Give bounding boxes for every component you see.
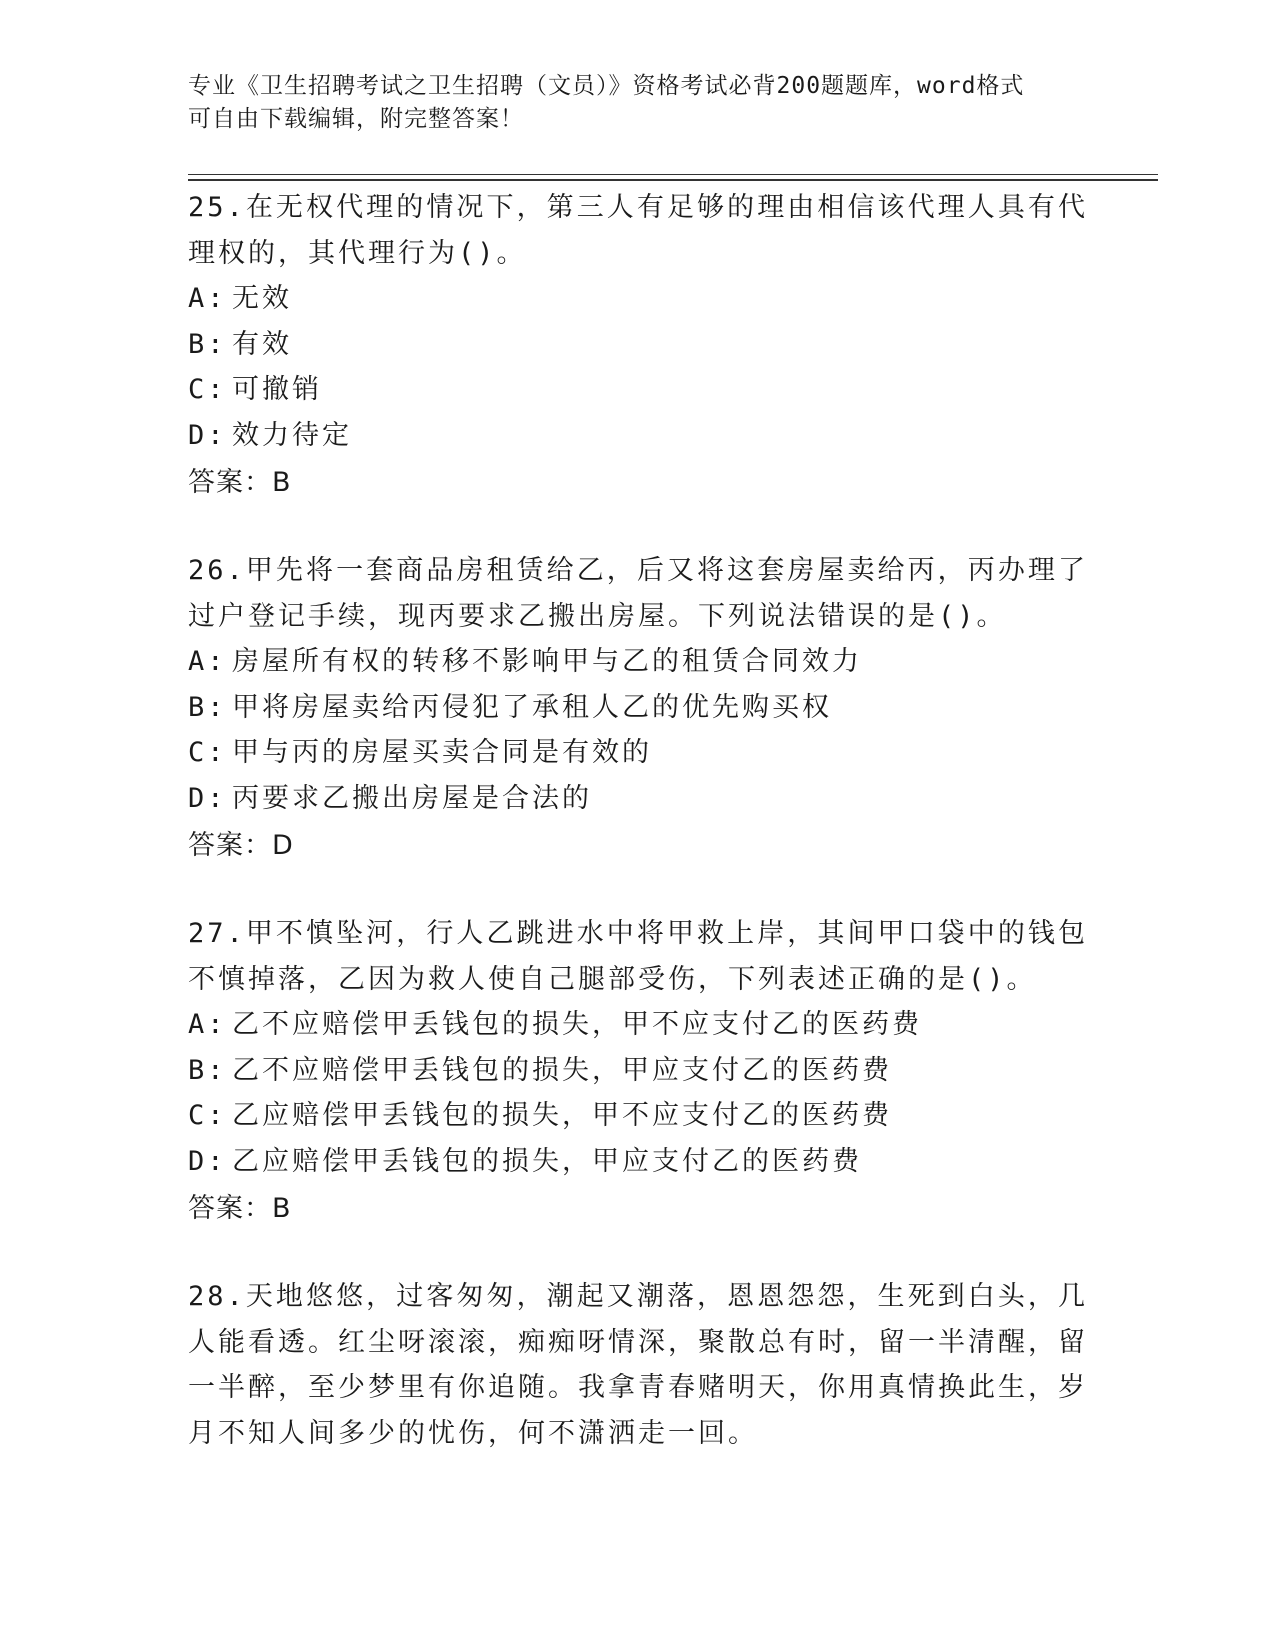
option-b: [188, 322, 1088, 368]
answer-value: B: [272, 1193, 292, 1224]
option-text: 房屋所有权的转移不影响甲与乙的租赁合同效力: [232, 646, 862, 677]
option-d: [188, 413, 1088, 459]
option-text: 无效: [232, 283, 292, 314]
option-letter: C:: [188, 737, 227, 768]
header-line-1: 专业《卫生招聘考试之卫生招聘（文员）》资格考试必背200题题库，word格式: [188, 73, 1025, 99]
answer-label: 答案：: [188, 830, 272, 861]
option-letter: D:: [188, 1145, 227, 1177]
option-b: [188, 1048, 1088, 1094]
header-line-2: 可自由下载编辑，附完整答案！: [188, 106, 524, 132]
option-a: [188, 1002, 1088, 1048]
option-letter: A:: [188, 646, 227, 677]
option-letter: B:: [188, 1054, 227, 1086]
question-list: [188, 185, 1088, 1498]
option-text: 乙不应赔偿甲丢钱包的损失，甲不应支付乙的医药费: [232, 1009, 922, 1040]
option-letter: D:: [188, 782, 227, 814]
option-letter: C:: [188, 374, 227, 405]
header-divider-thick: [188, 179, 1158, 181]
page-header: [188, 70, 1068, 136]
option-a: [188, 639, 1088, 685]
option-b: [188, 685, 1088, 731]
question-stem: 25.在无权代理的情况下，第三人有足够的理由相信该代理人具有代理权的，其代理行为()。: [188, 192, 1088, 269]
option-d: [188, 1139, 1088, 1185]
option-text: 甲与丙的房屋买卖合同是有效的: [232, 737, 652, 768]
option-letter: B:: [188, 328, 227, 360]
option-c: [188, 1093, 1088, 1139]
option-c: [188, 730, 1088, 776]
header-divider-thin: [188, 174, 1158, 175]
question-28: [188, 1274, 1088, 1456]
question-stem: 26.甲先将一套商品房租赁给乙，后又将这套房屋卖给丙，丙办理了过户登记手续，现丙要求乙搬出房屋。下列说法错误的是()。: [188, 555, 1088, 632]
option-letter: A:: [188, 1009, 227, 1040]
option-letter: D:: [188, 419, 227, 451]
option-text: 效力待定: [232, 419, 352, 451]
option-text: 有效: [232, 328, 292, 360]
answer-line: [188, 460, 1088, 506]
option-text: 丙要求乙搬出房屋是合法的: [232, 782, 592, 814]
answer-value: D: [272, 830, 294, 861]
answer-label: 答案：: [188, 467, 272, 498]
option-letter: B:: [188, 691, 227, 723]
option-text: 乙应赔偿甲丢钱包的损失，甲不应支付乙的医药费: [232, 1100, 892, 1131]
option-d: [188, 776, 1088, 822]
question-26: [188, 548, 1088, 869]
answer-line: [188, 823, 1088, 869]
question-stem: 27.甲不慎坠河，行人乙跳进水中将甲救上岸，其间甲口袋中的钱包不慎掉落，乙因为救人使自己腿部受伤，下列表述正确的是()。: [188, 918, 1088, 995]
option-letter: A:: [188, 283, 227, 314]
option-text: 乙应赔偿甲丢钱包的损失，甲应支付乙的医药费: [232, 1145, 862, 1177]
answer-value: B: [272, 467, 292, 498]
option-a: [188, 276, 1088, 322]
option-text: 乙不应赔偿甲丢钱包的损失，甲应支付乙的医药费: [232, 1054, 892, 1086]
question-27: [188, 911, 1088, 1232]
option-c: [188, 367, 1088, 413]
answer-label: 答案：: [188, 1193, 272, 1224]
answer-line: [188, 1186, 1088, 1232]
option-text: 甲将房屋卖给丙侵犯了承租人乙的优先购买权: [232, 691, 832, 723]
option-letter: C:: [188, 1100, 227, 1131]
question-stem: 28.天地悠悠，过客匆匆，潮起又潮落，恩恩怨怨，生死到白头，几人能看透。红尘呀滚滚，痴痴呀情深，聚散总有时，留一半清醒，留一半醉，至少梦里有你追随。我拿青春赌明天，你用真情换此生，岁月不知人间多少的忧伤，何不潇洒走一回。: [188, 1281, 1088, 1449]
option-text: 可撤销: [232, 374, 322, 405]
question-25: [188, 185, 1088, 506]
